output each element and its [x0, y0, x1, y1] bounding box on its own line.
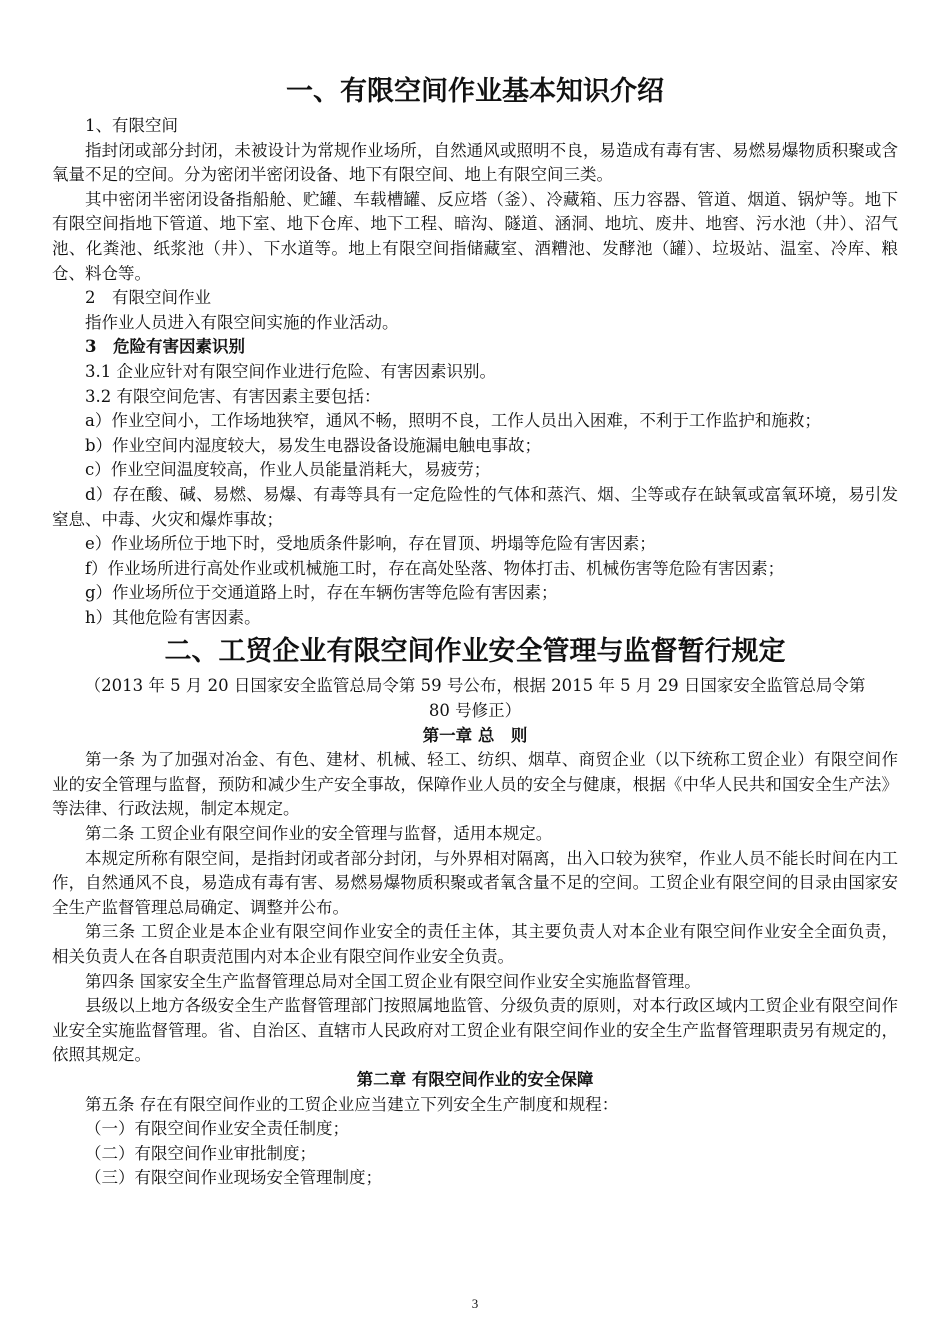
- document-page: [52, 74, 898, 1191]
- section1-title: 一、有限空间作业基本知识介绍: [286, 76, 664, 107]
- article-paragraph: 第四条 国家安全生产监督管理总局对全国工贸企业有限空间作业安全实施监督管理。: [85, 971, 701, 991]
- section2-title: 二、工贸企业有限空间作业安全管理与监督暂行规定: [164, 636, 786, 668]
- hazard-item: h）其他危险有害因素。: [85, 607, 261, 627]
- article-paragraph: 第三条 工贸企业是本企业有限空间作业安全的责任主体，其主要负责人对本企业有限空间作业安全全面负责，相关负责人在各自职责范围内对本企业有限空间作业安全负责。: [52, 922, 898, 966]
- section1-paragraph: 3.1 企业应针对有限空间作业进行危险、有害因素识别。: [85, 361, 496, 381]
- section1-paragraph: 1、有限空间: [85, 116, 178, 135]
- hazard-item: b）作业空间内湿度较大，易发生电器设备设施漏电触电事故；: [85, 435, 542, 455]
- section1-paragraph: 指封闭或部分封闭，未被设计为常规作业场所，自然通风或照明不良，易造成有毒有害、易燃易爆物质积聚或含氧量不足的空间。分为密闭半密闭设备、地下有限空间、地上有限空间三类。: [52, 140, 898, 185]
- article-paragraph: 第五条 存在有限空间作业的工贸企业应当建立下列安全生产制度和规程：: [85, 1094, 619, 1114]
- list-item: （二）有限空间作业审批制度；: [85, 1143, 316, 1163]
- page-number: 3: [471, 1296, 479, 1311]
- article-paragraph: 第二条 工贸企业有限空间作业的安全管理与监督，适用本规定。: [85, 824, 553, 844]
- hazard-item: e）作业场所位于地下时，受地质条件影响，存在冒顶、坍塌等危险有害因素；: [85, 534, 656, 554]
- hazard-item: g）作业场所位于交通道路上时，存在车辆伤害等危险有害因素；: [85, 583, 558, 603]
- hazard-item: f）作业场所进行高处作业或机械施工时，存在高处坠落、物体打击、机械伤害等危险有害因素；: [85, 558, 785, 578]
- section1-heading: 3 危险有害因素识别: [85, 337, 245, 357]
- section1-paragraph: 3.2 有限空间危害、有害因素主要包括：: [85, 386, 381, 406]
- article-paragraph: 本规定所称有限空间，是指封闭或者部分封闭，与外界相对隔离，出入口较为狭窄，作业人员不能长时间在内工作，自然通风不良，易造成有毒有害、易燃易爆物质积聚或者氧含量不足的空间。工贸企业有限空间的目录由国家安全生产监督管理总局确定、调整并公布。: [52, 848, 898, 917]
- article-paragraph: 第一条 为了加强对冶金、有色、建材、机械、轻工、纺织、烟草、商贸企业（以下统称工贸企业）有限空间作业的安全管理与监督，预防和减少生产安全事故，保障作业人员的安全与健康，根据《中华人民共和国安全生产法》等法律、行政法规，制定本规定。: [52, 750, 898, 819]
- article-paragraph: 县级以上地方各级安全生产监督管理部门按照属地监管、分级负责的原则，对本行政区域内工贸企业有限空间作业安全实施监督管理。省、自治区、直辖市人民政府对工贸企业有限空间作业的安全生产监督管理职责另有规定的，依照其规定。: [52, 996, 898, 1065]
- hazard-item: d）存在酸、碱、易燃、易爆、有毒等具有一定危险性的气体和蒸汽、烟、尘等或存在缺氧或富氧环境，易引发窒息、中毒、火灾和爆炸事故；: [52, 484, 898, 529]
- hazard-item: a）作业空间小，工作场地狭窄，通风不畅，照明不良，工作人员出入困难，不利于工作监护和施救；: [85, 411, 821, 431]
- section1-paragraph: 其中密闭半密闭设备指船舱、贮罐、车载槽罐、反应塔（釜）、冷藏箱、压力容器、管道、烟道、锅炉等。地下有限空间指地下管道、地下室、地下仓库、地下工程、暗沟、隧道、涵洞、地坑、废井、地窖、污水池（井）、沼气池、化粪池、纸浆池（井）、下水道等。地上有限空间指储藏室、酒糟池、发酵池（罐）、垃圾站、温室、冷库、粮仓、料仓等。: [52, 189, 898, 283]
- section1-paragraph: 2 有限空间作业: [85, 288, 211, 308]
- regulation-subtitle: （2013 年 5 月 20 日国家安全监管总局令第 59 号公布，根据 2015 年 5 月 29 日国家安全监管总局令第 80 号修正）: [84, 676, 866, 721]
- chapter-1-heading: 第一章 总 则: [422, 725, 528, 745]
- hazard-item: c）作业空间温度较高，作业人员能量消耗大，易疲劳；: [85, 460, 491, 480]
- chapter-2-heading: 第二章 有限空间作业的安全保障: [356, 1069, 594, 1089]
- section1-paragraph: 指作业人员进入有限空间实施的作业活动。: [85, 312, 399, 332]
- list-item: （一）有限空间作业安全责任制度；: [85, 1119, 349, 1139]
- list-item: （三）有限空间作业现场安全管理制度；: [85, 1168, 382, 1188]
